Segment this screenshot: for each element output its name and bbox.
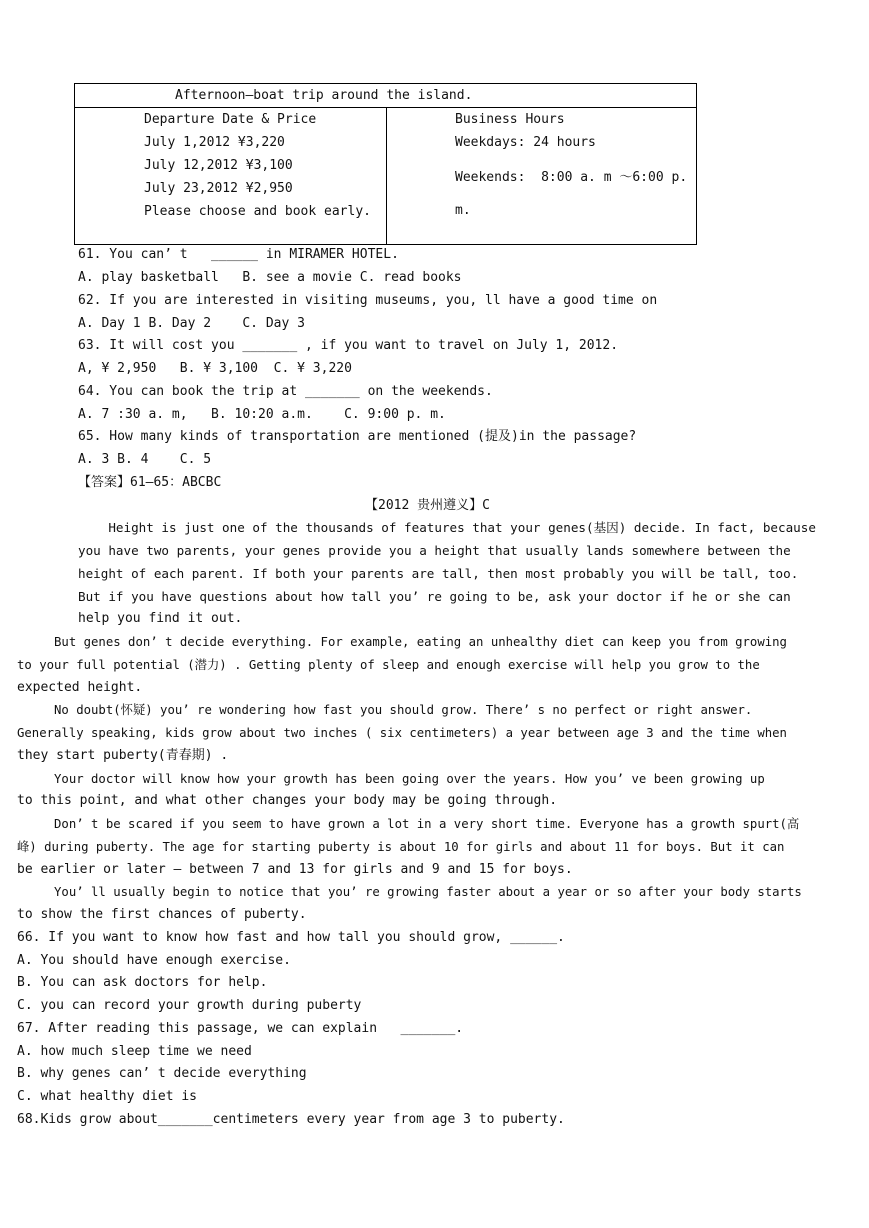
departure-note: Please choose and book early. xyxy=(144,204,371,219)
paragraph-line: height of each parent. If both your parents are tall, then most probably you will be tall, too. xyxy=(78,566,799,581)
paragraph-line: to this point, and what other changes your body may be going through. xyxy=(17,793,558,808)
q65-options: A. 3 B. 4 C. 5 xyxy=(78,452,212,467)
q67-option-b: B. why genes can’ t decide everything xyxy=(17,1066,307,1081)
q61: 61. You can’ t ______ in MIRAMER HOTEL. xyxy=(78,247,399,262)
q64-options: A. 7 :30 a. m, B. 10:20 a.m. C. 9:00 p. m. xyxy=(78,407,446,422)
paragraph-line: help you find it out. xyxy=(78,611,243,626)
q63-options: A, ¥ 2,950 B. ¥ 3,100 C. ¥ 3,220 xyxy=(78,361,352,376)
q62: 62. If you are interested in visiting museums, you, ll have a good time on xyxy=(78,293,658,308)
q61-options: A. play basketball B. see a movie C. read books xyxy=(78,270,462,285)
paragraph-line: Generally speaking, kids grow about two inches ( six centimeters) a year between age 3 and the time when xyxy=(17,726,787,740)
business-hours-cell xyxy=(387,108,697,245)
table-title: Afternoon—boat trip around the island. xyxy=(175,88,473,103)
paragraph-line: You’ ll usually begin to notice that you’ re growing faster about a year or so after your body starts xyxy=(17,885,802,899)
q66: 66. If you want to know how fast and how tall you should grow, ______. xyxy=(17,930,565,945)
q65: 65. How many kinds of transportation are mentioned (提及)in the passage? xyxy=(78,429,637,444)
paragraph-line: you have two parents, your genes provide you a height that usually lands somewhere between the xyxy=(78,543,791,558)
answer-key: 【答案】61—65：ABCBC xyxy=(78,475,222,490)
q64: 64. You can book the trip at _______ on the weekends. xyxy=(78,384,493,399)
q67-option-c: C. what healthy diet is xyxy=(17,1089,198,1104)
q66-option-a: A. You should have enough exercise. xyxy=(17,953,291,968)
weekends-hours: Weekends: 8:00 a. m ～6:00 p. xyxy=(455,170,688,185)
paragraph-line: But if you have questions about how tall you’ re going to be, ask your doctor if he or she can xyxy=(78,589,791,604)
section-heading: 【2012 贵州遵义】C xyxy=(365,498,490,513)
q67: 67. After reading this passage, we can explain _______. xyxy=(17,1021,464,1036)
paragraph-line: be earlier or later — between 7 and 13 for girls and 9 and 15 for boys. xyxy=(17,862,573,877)
q68: 68.Kids grow about_______centimeters every year from age 3 to puberty. xyxy=(17,1112,565,1127)
q66-option-c: C. you can record your growth during puberty xyxy=(17,998,362,1013)
q67-option-a: A. how much sleep time we need xyxy=(17,1044,252,1059)
paragraph-line: to show the first chances of puberty. xyxy=(17,907,307,922)
weekends-hours-cont: m. xyxy=(455,203,471,218)
business-hours-heading: Business Hours xyxy=(455,112,565,127)
q62-options: A. Day 1 B. Day 2 C. Day 3 xyxy=(78,316,305,331)
weekdays-hours: Weekdays: 24 hours xyxy=(455,135,596,150)
paragraph-line: they start puberty(青春期) . xyxy=(17,748,229,763)
table-title-cell xyxy=(75,84,697,108)
paragraph-line: But genes don’ t decide everything. For example, eating an unhealthy diet can keep you from growing xyxy=(17,635,787,649)
paragraph-line: Don’ t be scared if you seem to have grown a lot in a very short time. Everyone has a growth spurt(高 xyxy=(17,817,800,831)
paragraph-line: expected height. xyxy=(17,680,143,695)
departure-line: July 23,2012 ¥2,950 xyxy=(144,181,293,196)
departure-heading: Departure Date & Price xyxy=(144,112,317,127)
q63: 63. It will cost you _______ , if you want to travel on July 1, 2012. xyxy=(78,338,619,353)
paragraph-line: No doubt(怀疑) you’ re wondering how fast you should grow. There’ s no perfect or right answer. xyxy=(17,703,753,717)
paragraph-line: to your full potential (潜力) . Getting plenty of sleep and enough exercise will help you grow to the xyxy=(17,658,760,672)
trip-info-table xyxy=(74,83,697,245)
paragraph-line: Height is just one of the thousands of features that your genes(基因) decide. In fact, because xyxy=(78,520,816,535)
departure-line: July 1,2012 ¥3,220 xyxy=(144,135,285,150)
q66-option-b: B. You can ask doctors for help. xyxy=(17,975,268,990)
paragraph-line: Your doctor will know how your growth has been going over the years. How you’ ve been growing up xyxy=(17,772,765,786)
departure-line: July 12,2012 ¥3,100 xyxy=(144,158,293,173)
paragraph-line: 峰) during puberty. The age for starting puberty is about 10 for girls and about 11 for boys. But it can xyxy=(17,840,785,854)
departure-cell xyxy=(75,108,387,245)
